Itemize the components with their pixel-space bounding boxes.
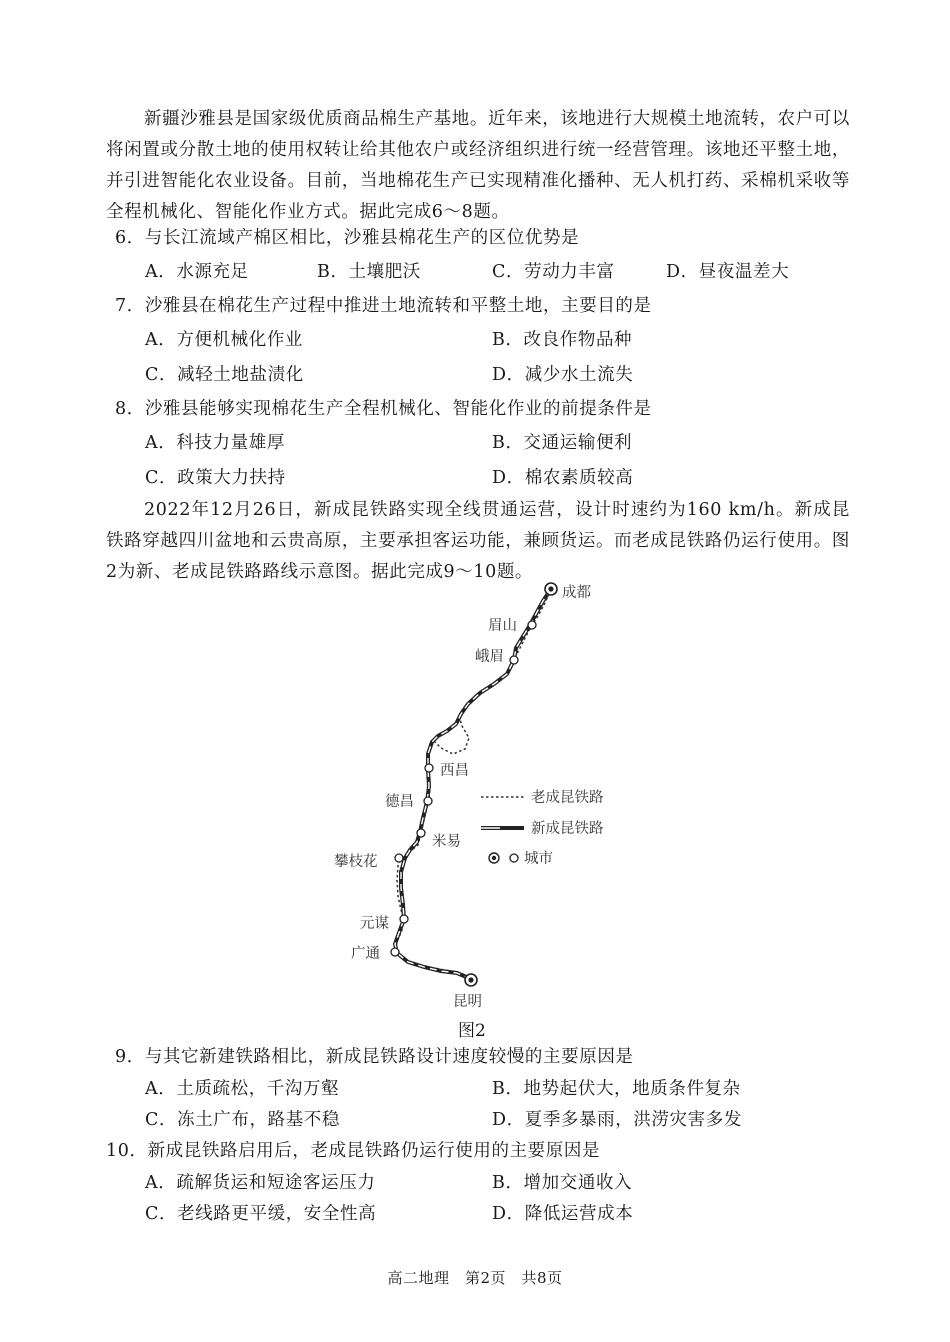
city-marker-panzhihua xyxy=(395,854,403,862)
city-marker-guangtong xyxy=(391,948,399,956)
q7-option-d: D．减少水土流失 xyxy=(492,365,634,385)
city-marker-chengdu xyxy=(545,583,557,595)
city-marker-yuanmou xyxy=(400,915,408,923)
q6-option-b: B．土壤肥沃 xyxy=(317,262,421,282)
city-marker-kunming xyxy=(465,974,477,986)
q10-option-a: A．疏解货运和短途客运压力 xyxy=(145,1173,376,1193)
city-label-yuanmou: 元谋 xyxy=(360,916,389,932)
q6-option-d: D．昼夜温差大 xyxy=(666,262,790,282)
question-7: 7．沙雅县在棉花生产过程中推进土地流转和平整土地，主要目的是 xyxy=(115,296,652,316)
question-6: 6．与长江流域产棉区相比，沙雅县棉花生产的区位优势是 xyxy=(115,228,580,248)
city-label-emei: 峨眉 xyxy=(475,649,504,665)
intro-passage-cotton: 新疆沙雅县是国家级优质商品棉生产基地。近年来，该地进行大规模土地流转，农户可以将闲置或分散土地的使用权转让给其他农户或经济组织进行统一经营管理。该地还平整土地，并引进智能化农业设备。目前，当地棉花生产已实现精准化播种、无人机打药、采棉机采收等全程机械化、智能化作业方式。据此完成6～8题。 xyxy=(106,109,850,222)
q6-option-a: A．水源充足 xyxy=(145,262,249,282)
q9-option-d: D．夏季多暴雨，洪涝灾害多发 xyxy=(492,1110,742,1130)
question-10: 10．新成昆铁路启用后，老成昆铁路仍运行使用的主要原因是 xyxy=(106,1141,601,1161)
q7-option-a: A．方便机械化作业 xyxy=(145,330,304,350)
legend-city-symbol xyxy=(510,854,518,862)
q10-option-c: C．老线路更平缓，安全性高 xyxy=(145,1204,377,1224)
intro-passage-railway: 2022年12月26日，新成昆铁路实现全线贯通运营，设计时速约为160 km/h。新成昆铁路穿越四川盆地和云贵高原，主要承担客运功能，兼顾货运。而老成昆铁路仍运行使用。图2为新、老成昆铁路路线示意图。据此完成9～10题。 xyxy=(106,500,850,582)
city-marker-dechang xyxy=(424,797,432,805)
question-9: 9．与其它新建铁路相比，新成昆铁路设计速度较慢的主要原因是 xyxy=(115,1047,634,1067)
city-marker-emei xyxy=(510,656,518,664)
city-marker-miyi xyxy=(417,829,425,837)
q10-option-d: D．降低运营成本 xyxy=(492,1204,634,1224)
map-legend xyxy=(481,788,604,867)
old-railway-line xyxy=(395,589,551,979)
q8-option-d: D．棉农素质较高 xyxy=(492,468,634,488)
city-label-miyi: 米易 xyxy=(432,834,461,850)
legend-city-label: 城市 xyxy=(524,851,553,867)
q9-option-b: B．地势起伏大，地质条件复杂 xyxy=(492,1079,741,1099)
city-label-panzhihua: 攀枝花 xyxy=(334,854,378,870)
q8-option-c: C．政策大力扶持 xyxy=(145,468,286,488)
city-label-guangtong: 广通 xyxy=(351,946,380,962)
new-railway-line-inner xyxy=(395,589,551,979)
city-marker-xichang xyxy=(425,764,433,772)
q8-option-b: B．交通运输便利 xyxy=(492,433,633,453)
legend-old-label: 老成昆铁路 xyxy=(531,790,604,806)
city-label-meishan: 眉山 xyxy=(488,618,517,634)
city-label-dechang: 德昌 xyxy=(385,794,414,810)
city-label-xichang: 西昌 xyxy=(440,763,469,779)
question-8: 8．沙雅县能够实现棉花生产全程机械化、智能化作业的前提条件是 xyxy=(115,399,652,419)
q7-option-c: C．减轻土地盐渍化 xyxy=(145,365,304,385)
city-label-kunming: 昆明 xyxy=(453,994,482,1010)
legend-new-label: 新成昆铁路 xyxy=(531,821,604,837)
q9-option-c: C．冻土广布，路基不稳 xyxy=(145,1110,340,1130)
page-footer: 高二地理 第2页 共8页 xyxy=(387,1269,563,1287)
new-railway-line-outer xyxy=(395,589,551,979)
city-marker-meishan xyxy=(528,621,536,629)
city-label-chengdu: 成都 xyxy=(562,585,591,601)
q10-option-b: B．增加交通收入 xyxy=(492,1173,633,1193)
q6-option-c: C．劳动力丰富 xyxy=(492,262,615,282)
q7-option-b: B．改良作物品种 xyxy=(492,330,633,350)
q8-option-a: A．科技力量雄厚 xyxy=(145,433,285,453)
figure-caption: 图2 xyxy=(458,1021,486,1041)
q9-option-a: A．土质疏松，千沟万壑 xyxy=(145,1079,340,1099)
